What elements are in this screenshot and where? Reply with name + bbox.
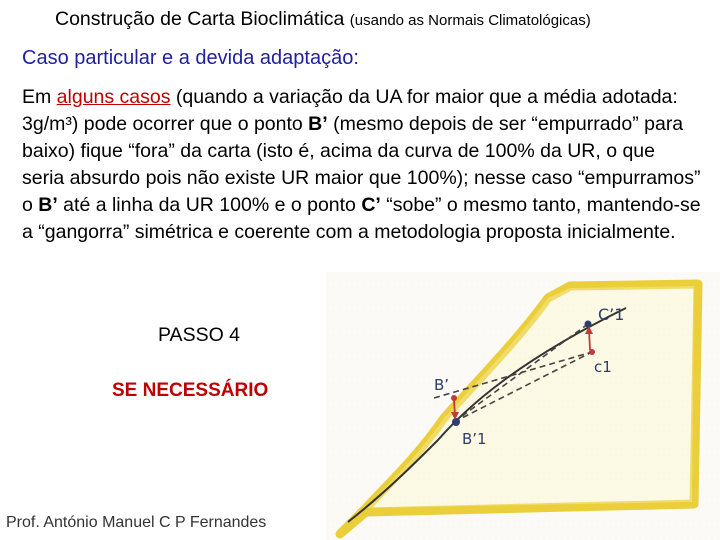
point-c1-prime-dot	[585, 321, 592, 328]
text-fragment: até a linha da UR 100% e o ponto	[57, 194, 362, 216]
text-fragment: “sobe” o mesmo tanto, mantendo-se a “gangorra” simétrica e coerente com a metodologia proposta inicialmente.	[22, 194, 701, 243]
point-c-prime: C’	[361, 194, 381, 216]
if-necessary-label: SE NECESSÁRIO	[112, 380, 269, 401]
highlight-link[interactable]: alguns casos	[56, 86, 171, 108]
point-b-prime: B’	[308, 113, 328, 135]
title-main: Construção de Carta Bioclimática	[55, 8, 350, 30]
slide-title	[55, 8, 720, 31]
label-b1-prime: B’1	[462, 430, 487, 448]
text-fragment: (mesmo depois de ser “empurrado” para baixo) fique “fora” da carta (isto é, acima da curva de 100% da UR, o que seria absurdo pois não existe UR maior que 100%); nesse caso “empurramos” o	[22, 113, 701, 216]
label-c1-prime: C’1	[598, 305, 625, 324]
point-b1-prime-dot	[452, 418, 460, 426]
explanation-paragraph	[22, 84, 702, 246]
text-fragment: (quando a variação da UA for maior que a média adotada: 3g/m³) pode ocorrer que o ponto	[22, 86, 678, 135]
point-b-prime: B’	[38, 194, 58, 216]
author-credit: Prof. António Manuel C P Fernandes	[6, 514, 267, 531]
label-b-prime: B’	[434, 376, 450, 394]
step-label: PASSO 4	[158, 324, 241, 346]
text-fragment: Em	[22, 86, 57, 108]
bioclimatic-chart-sketch	[326, 272, 720, 540]
title-note: (usando as Normais Climatológicas)	[349, 12, 591, 29]
label-c1: c1	[594, 358, 612, 376]
section-heading: Caso particular e a devida adaptação:	[22, 47, 359, 69]
